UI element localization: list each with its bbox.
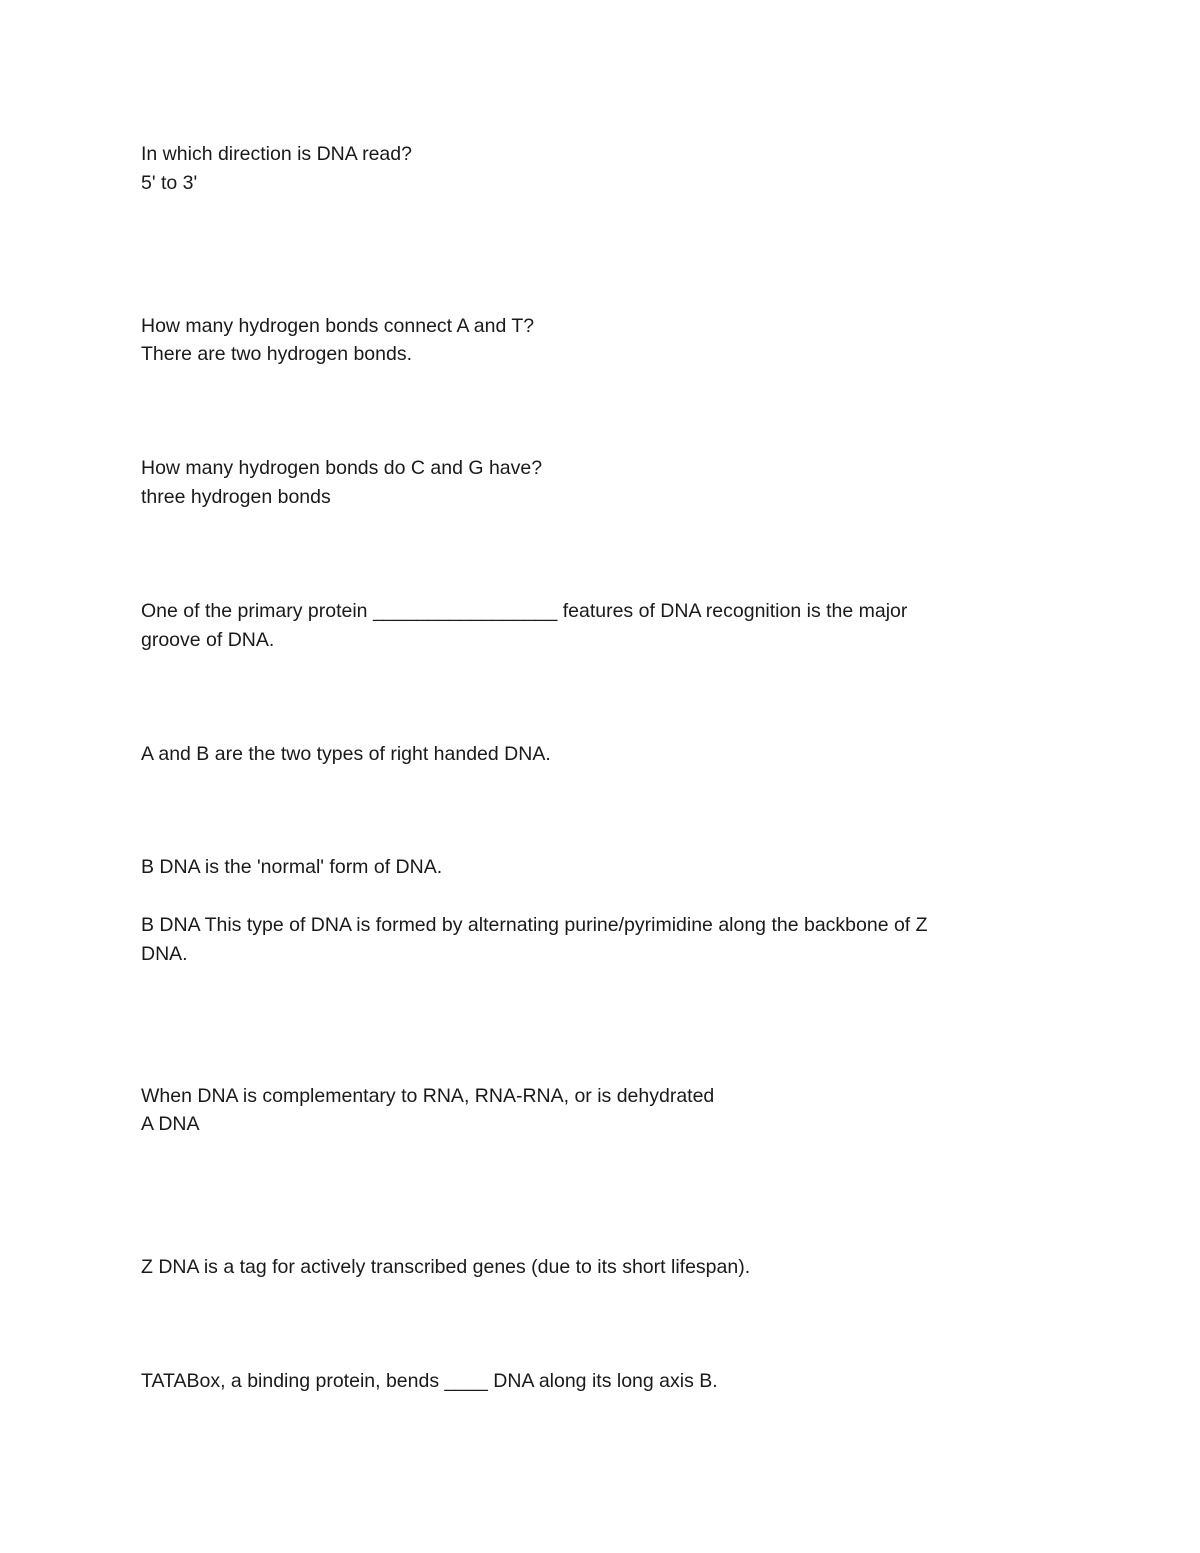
statement-z-dna-tag: Z DNA is a tag for actively transcribed genes (due to its short lifespan). bbox=[141, 1256, 751, 1278]
statement-tata-box: TATABox, a binding protein, bends ____ DNA along its long axis B. bbox=[141, 1370, 718, 1392]
statement-right-handed-dna: A and B are the two types of right handed DNA. bbox=[141, 743, 551, 765]
statement-major-groove-line1: One of the primary protein _________________ features of DNA recognition is the major bbox=[141, 600, 908, 622]
statement-z-dna-line1: B DNA This type of DNA is formed by alternating purine/pyrimidine along the backbone of Z bbox=[141, 914, 928, 936]
statement-major-groove-line2: groove of DNA. bbox=[141, 629, 275, 651]
question-dna-direction: In which direction is DNA read? bbox=[141, 143, 412, 165]
answer-cg-bonds: three hydrogen bonds bbox=[141, 486, 331, 508]
question-a-dna: When DNA is complementary to RNA, RNA-RNA, or is dehydrated bbox=[141, 1085, 715, 1107]
statement-z-dna-line2: DNA. bbox=[141, 943, 188, 965]
answer-a-dna: A DNA bbox=[141, 1113, 200, 1135]
answer-at-bonds: There are two hydrogen bonds. bbox=[141, 343, 413, 365]
question-cg-bonds: How many hydrogen bonds do C and G have? bbox=[141, 457, 543, 479]
statement-b-dna-normal: B DNA is the 'normal' form of DNA. bbox=[141, 856, 443, 878]
question-at-bonds: How many hydrogen bonds connect A and T? bbox=[141, 315, 535, 337]
answer-dna-direction: 5' to 3' bbox=[141, 172, 198, 194]
